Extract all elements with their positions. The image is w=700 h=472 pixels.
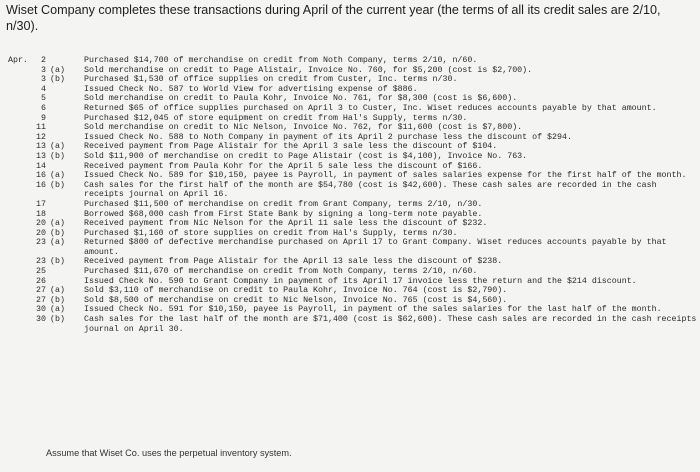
transaction-row: [8, 85, 698, 95]
transaction-description: Purchased $11,670 of merchandise on credit from Noth Company, terms 2/10, n/60.: [84, 267, 478, 277]
transaction-description: Issued Check No. 589 for $10,150, payee is Payroll, in payment of sales salaries expense for the first half of the month.: [84, 171, 687, 181]
transaction-row: [8, 238, 698, 257]
transaction-description: Purchased $12,045 of store equipment on credit from Hal's Supply, terms n/30.: [84, 113, 468, 123]
transaction-row: [8, 152, 698, 162]
transaction-day: 13: [36, 142, 46, 152]
transaction-part: (a): [50, 171, 65, 181]
transaction-month-day: [8, 85, 46, 95]
transaction-month-day: [8, 94, 46, 104]
transaction-part: (b): [50, 228, 65, 238]
transaction-description: Issued Check No. 590 to Grant Company in payment of its April 17 invoice less the return and the $214 discount.: [84, 276, 637, 286]
transaction-month-day: [8, 267, 46, 277]
transaction-row: [8, 162, 698, 172]
transaction-month-day: [8, 162, 46, 172]
transaction-month-day: [8, 296, 46, 306]
transaction-day: 5: [41, 94, 46, 104]
transaction-description: Sold merchandise on credit to Paula Kohr, Invoice No. 761, for $8,300 (cost is $6,600).: [84, 94, 518, 104]
transaction-day: 30: [36, 305, 46, 315]
transaction-part: [46, 277, 84, 287]
transaction-month-day: [8, 123, 46, 133]
transaction-part: (b): [50, 295, 65, 305]
transaction-part: (a): [50, 305, 65, 315]
transaction-month-day: [8, 142, 46, 152]
transaction-part: (a): [50, 142, 65, 152]
transaction-month-day: [8, 277, 46, 287]
transaction-row: [8, 305, 698, 315]
transaction-month-day: [8, 114, 46, 124]
transaction-description: Received payment from Page Alistair for the April 3 sale less the discount of $104.: [84, 142, 498, 152]
transaction-description: Sold $11,900 of merchandise on credit to Page Alistair (cost is $4,100), Invoice No. 763.: [84, 151, 528, 161]
transaction-description: Issued Check No. 588 to Noth Company in payment of its April 2 purchase less the discount of $294.: [84, 132, 572, 142]
transaction-month-day: [8, 257, 46, 267]
transaction-description: Issued Check No. 591 for $10,150, payee is Payroll, in payment of the sales salaries for the last half of the month.: [84, 305, 662, 315]
transaction-row: [8, 123, 698, 133]
transaction-row: [8, 66, 698, 76]
transaction-description: Received payment from Paula Kohr for the April 5 sale less the discount of $166.: [84, 161, 483, 171]
transaction-description: Sold merchandise on credit to Page Alistair, Invoice No. 760, for $5,200 (cost is $2,700).: [84, 65, 533, 75]
transaction-day: 20: [36, 228, 46, 238]
transaction-day: 20: [36, 219, 46, 229]
transaction-month: Apr.: [8, 56, 28, 65]
transaction-part: [46, 114, 84, 124]
transaction-month-day: [8, 210, 46, 220]
transaction-part: (b): [50, 75, 65, 85]
transaction-row: [8, 277, 698, 287]
transaction-description: Purchased $1,160 of store supplies on credit from Hal's Supply, terms n/30.: [84, 228, 458, 238]
transaction-month-day: [8, 305, 46, 315]
transaction-description: Cash sales for the first half of the month are $54,780 (cost is $42,600). These cash sales are recorded in the cash receipts journal on April 16.: [84, 180, 657, 200]
transaction-month-day: [8, 315, 46, 334]
transaction-part: (b): [50, 180, 65, 190]
transaction-day: 23: [36, 238, 46, 248]
transaction-row: [8, 56, 698, 66]
transaction-description: Returned $800 of defective merchandise purchased on April 17 to Grant Company. Wiset reduces accounts payable by that amount.: [84, 238, 667, 257]
transaction-day: 26: [36, 276, 46, 286]
transaction-day: 3: [41, 75, 46, 85]
transaction-day: 27: [36, 286, 46, 296]
transaction-part: (b): [50, 315, 65, 325]
transaction-row: [8, 257, 698, 267]
transaction-month-day: [8, 219, 46, 229]
transaction-part: [46, 267, 84, 277]
transaction-part: [46, 133, 84, 143]
transaction-month-day: [8, 75, 46, 85]
transaction-row: [8, 133, 698, 143]
transaction-part: [46, 162, 84, 172]
transaction-description: Cash sales for the last half of the month are $71,400 (cost is $62,600). These cash sales are recorded in the cash receipts journal on April 30.: [84, 315, 697, 334]
transaction-description: Purchased $11,500 of merchandise on credit from Grant Company, terms 2/10, n/30.: [84, 199, 483, 209]
transaction-part: (a): [50, 65, 65, 75]
transaction-description: Received payment from Nic Nelson for the April 11 sale less the discount of $232.: [84, 219, 488, 229]
transaction-row: [8, 296, 698, 306]
transaction-part: (b): [50, 151, 65, 161]
transaction-description: Purchased $1,530 of office supplies on credit from Custer, Inc. terms n/30.: [84, 75, 458, 85]
transaction-part: [46, 85, 84, 95]
transaction-row: [8, 219, 698, 229]
transaction-description: Sold $3,110 of merchandise on credit to Paula Kohr, Invoice No. 764 (cost is $2,790).: [84, 286, 508, 296]
transaction-description: Borrowed $68,000 cash from First State Bank by signing a long-term note payable.: [84, 209, 483, 219]
transaction-part: (a): [50, 238, 65, 248]
transaction-description: Sold merchandise on credit to Nic Nelson, Invoice No. 762, for $11,600 (cost is $7,800).: [84, 123, 523, 133]
transaction-row: [8, 171, 698, 181]
transaction-row: [8, 142, 698, 152]
transaction-month-day: [8, 229, 46, 239]
transaction-day: 27: [36, 295, 46, 305]
transaction-row: [8, 94, 698, 104]
transaction-list: [8, 56, 698, 334]
transaction-day: 12: [36, 132, 46, 142]
transaction-month-day: [8, 66, 46, 76]
transaction-row: [8, 114, 698, 124]
transaction-month-day: [8, 181, 46, 200]
transaction-month-day: [8, 238, 46, 257]
transaction-row: [8, 267, 698, 277]
transaction-part: [46, 210, 84, 220]
transaction-month-day: [8, 152, 46, 162]
transaction-month-day: [8, 200, 46, 210]
transaction-day: 23: [36, 257, 46, 267]
transaction-day: 30: [36, 315, 46, 325]
transaction-description: Purchased $14,700 of merchandise on credit from Noth Company, terms 2/10, n/60.: [84, 56, 478, 65]
transaction-day: 3: [41, 65, 46, 75]
transaction-month-day: [8, 286, 46, 296]
transaction-row: [8, 210, 698, 220]
transaction-day: 17: [36, 199, 46, 209]
transaction-month-day: [8, 133, 46, 143]
transaction-part: (a): [50, 219, 65, 229]
problem-header: Wiset Company completes these transactions during April of the current year (the terms of all its credit sales are 2/10, n/30).: [6, 3, 661, 33]
transaction-day: 16: [36, 171, 46, 181]
transaction-day: 9: [41, 113, 46, 123]
transaction-day: 4: [41, 84, 46, 94]
transaction-description: Received payment from Page Alistair for the April 13 sale less the discount of $238.: [84, 257, 503, 267]
transaction-day: 16: [36, 180, 46, 190]
transaction-day: 14: [36, 161, 46, 171]
transaction-row: [8, 181, 698, 200]
transaction-day: 25: [36, 267, 46, 277]
transaction-part: (b): [50, 257, 65, 267]
transaction-month-day: [8, 56, 46, 66]
transaction-row: [8, 315, 698, 334]
transaction-part: [46, 94, 84, 104]
transaction-part: (a): [50, 286, 65, 296]
transaction-month-day: [8, 104, 46, 114]
transaction-part: [46, 200, 84, 210]
transaction-row: [8, 286, 698, 296]
transaction-part: [46, 104, 84, 114]
transaction-row: [8, 75, 698, 85]
transaction-day: 6: [41, 103, 46, 113]
transaction-day: 18: [36, 209, 46, 219]
transaction-part: [46, 123, 84, 133]
problem-footer: Assume that Wiset Co. uses the perpetual inventory system.: [46, 448, 292, 458]
transaction-row: [8, 200, 698, 210]
transaction-description: Returned $65 of office supplies purchased on April 3 to Custer, Inc. Wiset reduces accounts payable by that amount.: [84, 103, 657, 113]
transaction-day: 13: [36, 151, 46, 161]
transaction-month-day: [8, 171, 46, 181]
transaction-day: 11: [36, 123, 46, 133]
transaction-description: Sold $8,500 of merchandise on credit to Nic Nelson, Invoice No. 765 (cost is $4,560).: [84, 295, 508, 305]
transaction-description: Issued Check No. 587 to World View for advertising expense of $886.: [84, 84, 418, 94]
transaction-part: [46, 56, 84, 66]
transaction-row: [8, 229, 698, 239]
transaction-day: 2: [41, 56, 46, 65]
transaction-row: [8, 104, 698, 114]
